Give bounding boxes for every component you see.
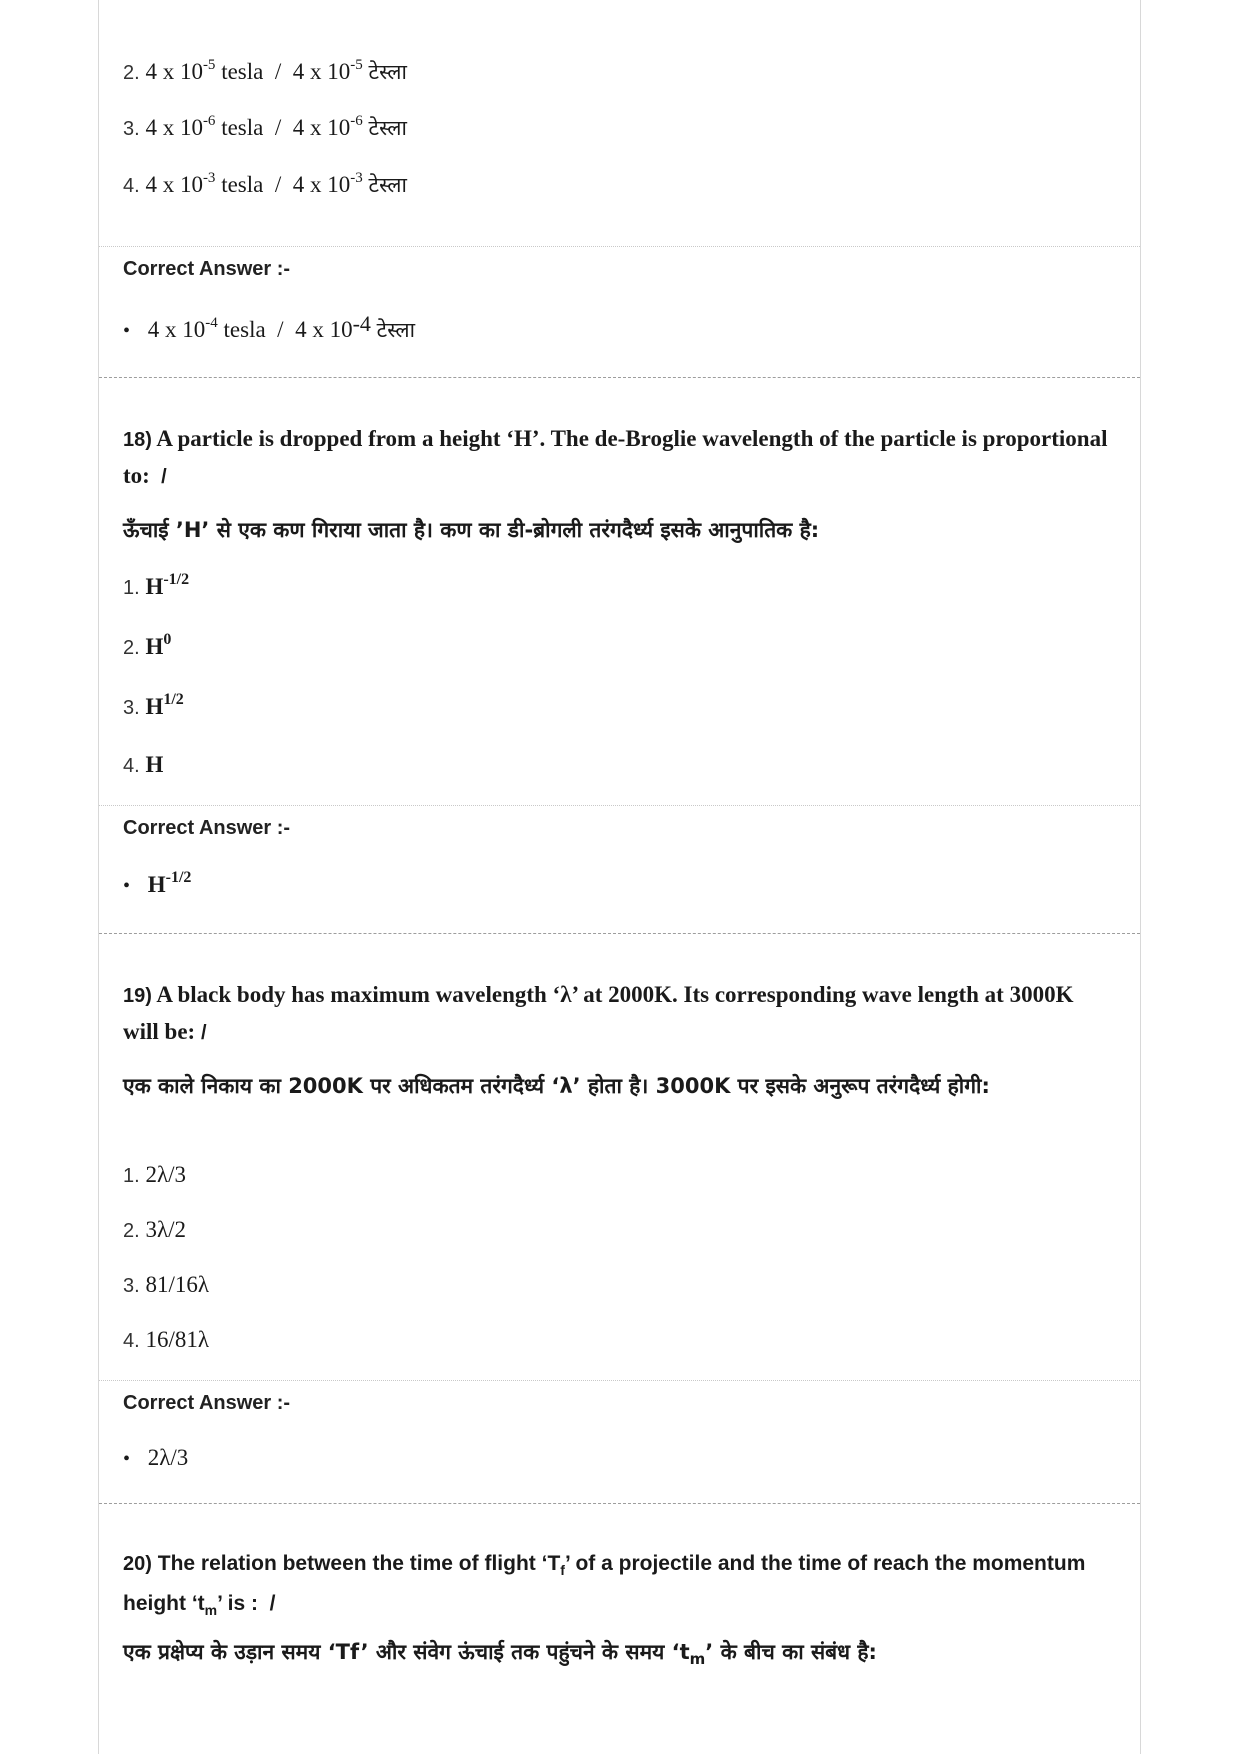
q18-option-1: 1. $H^{-1/2}$ [123, 571, 190, 599]
q17-option-4: 4. 4 x $10^{-3}$ tesla / 4 x $10^{-3}$ टेस्ला [123, 170, 407, 197]
correct-answer-label: Correct Answer :- [123, 258, 291, 280]
q18-option-3: 3. $H^{1/2}$ [123, 691, 184, 719]
q17-option-2: 2. 4 x $10^{-5}$ tesla / 4 x $10^{-5}$ टेस्ला [123, 57, 407, 84]
q18-correct-answer: • $H^{-1/2}$ [123, 869, 192, 897]
document-page [98, 0, 1141, 1754]
q20-question-hindi: एक प्रक्षेप्य के उड़ान समय ‘Tf’ और संवेग ऊंचाई तक पहुंचने के समय ‘$t_m$’ के बीच का संबंध है: [123, 1640, 877, 1669]
q17-correct-answer: • 4 x $10^{-4}$ tesla / 4 x $10^{-4}$ टेस्ला [123, 311, 416, 342]
divider [99, 1380, 1140, 1381]
q18-question-hindi: ऊँचाई ’H’ से एक कण गिराया जाता है। कण का डी-ब्रोगली तरंगदैर्ध्य इसके आनुपातिक है: [123, 518, 820, 542]
q18-option-4: 4. H [123, 752, 164, 777]
q19-option-1: 1. 2λ/3 [123, 1162, 186, 1187]
question-separator [99, 933, 1140, 934]
q19-correct-answer: • 2λ/3 [123, 1445, 189, 1470]
q18-option-2: 2. $H^0$ [123, 631, 172, 659]
q19-option-3: 3. 81/16λ [123, 1272, 209, 1297]
q20-question-text: 20) The relation between the time of flight ‘$T_f$’ of a projectile and the time of reach the momentum height ‘$t_m$’ is : / [123, 1552, 1086, 1619]
question-separator [99, 1503, 1140, 1504]
correct-answer-label: Correct Answer :- [123, 1392, 291, 1414]
q19-question-hindi: एक काले निकाय का 2000K पर अधिकतम तरंगदैर्ध्य ‘λ’ होता है। 3000K पर इसके अनुरूप तरंगदैर्ध्य होगी: [123, 1074, 990, 1098]
q18-question-text: 18) A particle is dropped from a height ‘H’. The de-Broglie wavelength of the particle is proportional to: / [123, 426, 1108, 488]
question-separator [99, 377, 1140, 378]
q17-option-3: 3. 4 x $10^{-6}$ tesla / 4 x $10^{-6}$ टेस्ला [123, 113, 407, 140]
divider [99, 246, 1140, 247]
q19-question-text: 19) A black body has maximum wavelength ‘λ’ at 2000K. Its corresponding wave length at 3000K will be: / [123, 982, 1074, 1044]
divider [99, 805, 1140, 806]
q19-option-2: 2. 3λ/2 [123, 1217, 186, 1242]
correct-answer-label: Correct Answer :- [123, 817, 291, 839]
q19-option-4: 4. 16/81λ [123, 1327, 209, 1352]
